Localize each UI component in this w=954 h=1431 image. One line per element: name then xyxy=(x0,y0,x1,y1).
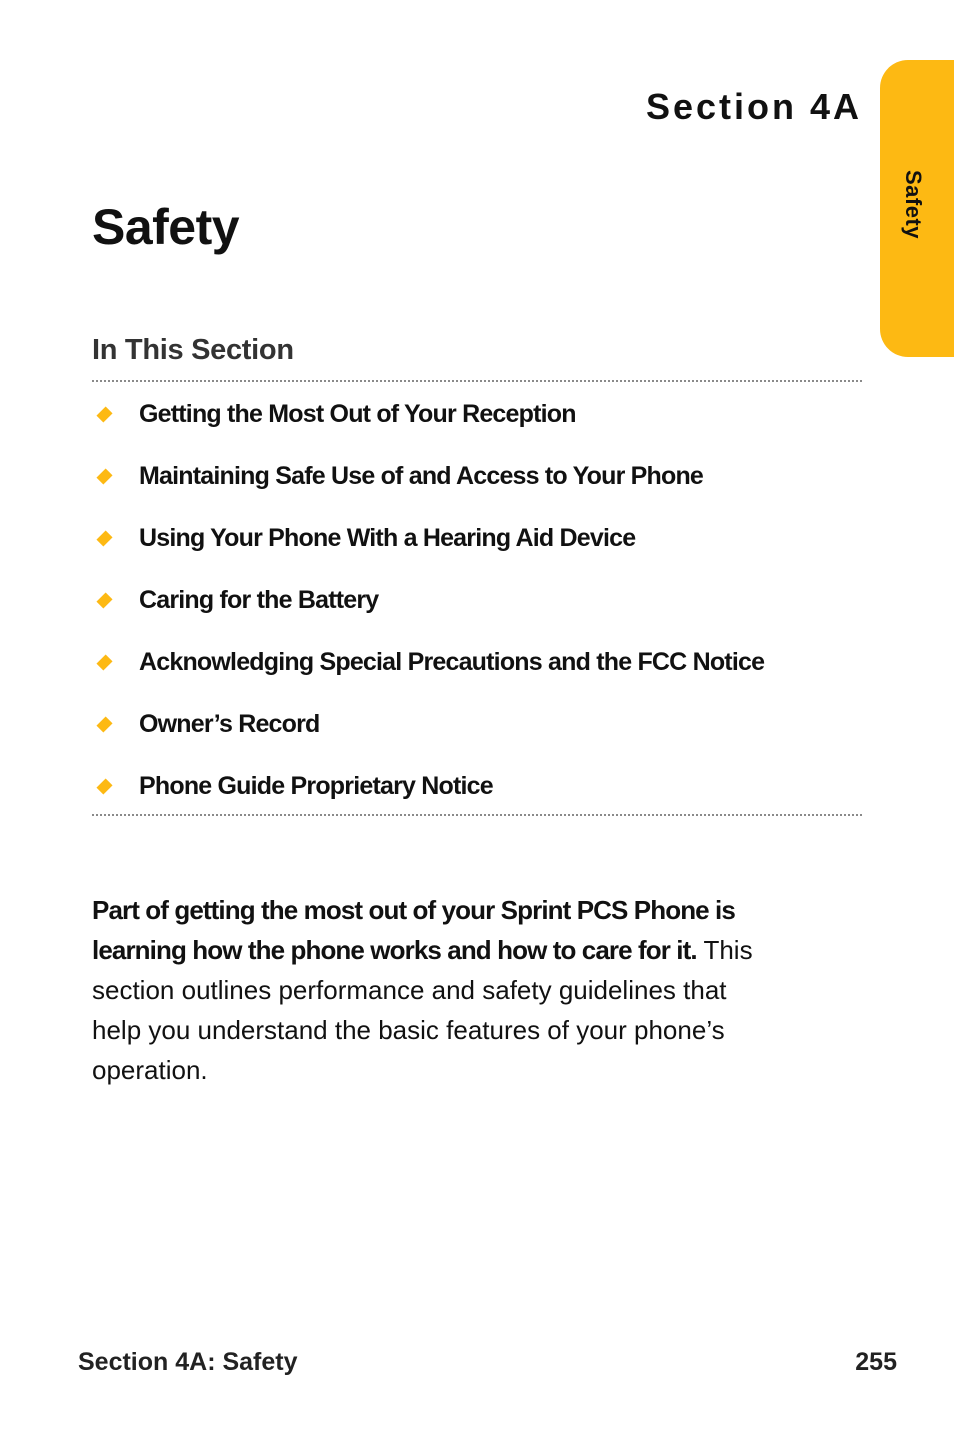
diamond-bullet-icon xyxy=(96,468,112,484)
toc-item xyxy=(92,644,862,706)
page-title: Safety xyxy=(92,199,240,255)
toc-item-label: Acknowledging Special Precautions and the FCC Notice xyxy=(139,648,765,676)
diamond-bullet-icon xyxy=(96,406,112,422)
toc-item-label: Using Your Phone With a Hearing Aid Device xyxy=(139,524,636,552)
footer-section-label: Section 4A: Safety xyxy=(78,1348,298,1376)
intro-lead: Part of getting the most out of your Sprint PCS Phone is learning how the phone works and how to care for it. xyxy=(92,895,735,965)
toc-item xyxy=(92,706,862,768)
diamond-bullet-icon xyxy=(96,592,112,608)
toc-item xyxy=(92,396,862,458)
diamond-bullet-icon xyxy=(96,716,112,732)
page-number: 255 xyxy=(855,1348,897,1376)
toc-item xyxy=(92,520,862,582)
diamond-bullet-icon xyxy=(96,654,112,670)
intro-body: This section outlines performance and safety guidelines that help you understand the basic features of your phone’s operation. xyxy=(92,935,753,1085)
toc-item-label: Phone Guide Proprietary Notice xyxy=(139,772,493,800)
toc-item-label: Owner’s Record xyxy=(139,710,320,738)
diamond-bullet-icon xyxy=(96,530,112,546)
intro-paragraph xyxy=(92,890,782,1090)
toc-heading: In This Section xyxy=(92,334,294,366)
toc-item xyxy=(92,768,862,830)
toc-bottom-divider xyxy=(92,814,862,816)
toc-item-label: Getting the Most Out of Your Reception xyxy=(139,400,576,428)
toc-list xyxy=(92,396,862,830)
toc-item-label: Maintaining Safe Use of and Access to Your Phone xyxy=(139,462,704,490)
toc-item-label: Caring for the Battery xyxy=(139,586,379,614)
toc-top-divider xyxy=(92,380,862,382)
side-tab-label: Safety xyxy=(901,170,926,240)
section-label: Section 4A xyxy=(645,86,862,127)
toc-item xyxy=(92,458,862,520)
toc-item xyxy=(92,582,862,644)
diamond-bullet-icon xyxy=(96,778,112,794)
